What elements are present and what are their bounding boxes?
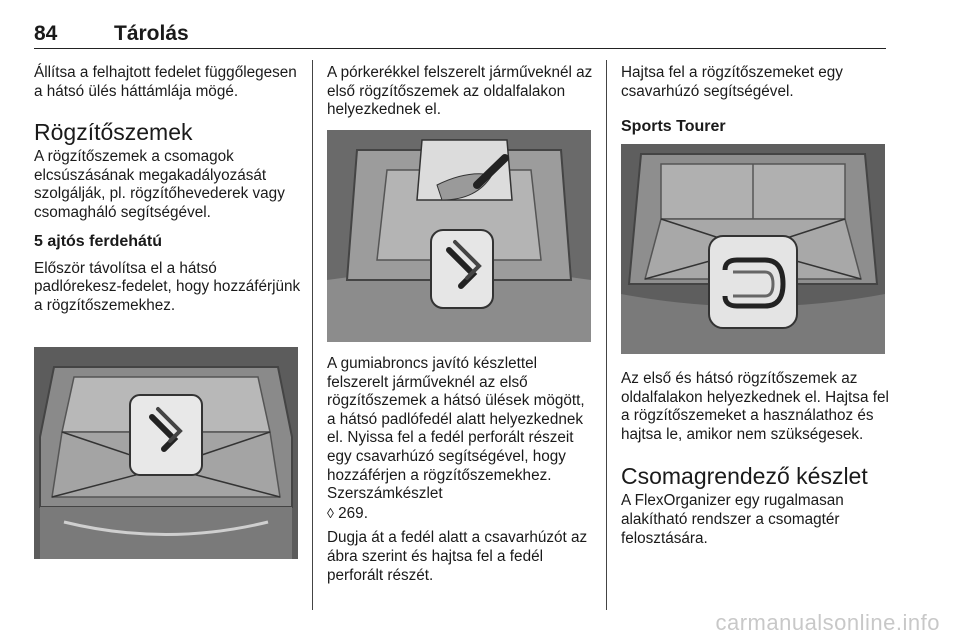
paragraph: Hajtsa fel a rögzítőszemeket egy csavarhúzó segítségével. xyxy=(621,64,843,100)
paragraph: Dugja át a fedél alatt a csavarhúzót az ábra szerint és hajtsa fel a fedél perforált részét. xyxy=(327,529,588,584)
page-header xyxy=(34,22,886,49)
xref-arrow-icon: ◊ xyxy=(327,504,334,521)
page-number: 84 xyxy=(34,22,58,45)
xref-page: 269. xyxy=(338,504,368,522)
heading-organizer: Csomagrendező készlet xyxy=(621,463,868,490)
column-3-lower xyxy=(621,370,889,548)
heading-anchor-eyes: Rögzítőszemek xyxy=(34,119,193,146)
paragraph: A pórkerékkel felszerelt járműveknél az első rögzítőszemek az oldalfalakon helyezkednek el. xyxy=(327,64,593,119)
subheading-hatchback: 5 ajtós ferdehátú xyxy=(34,232,163,250)
paragraph: Először távolítsa el a hátsó padlórekesz-fedelet, hogy hozzáférjünk a rögzítőszemekhez. xyxy=(34,259,301,314)
column-2-lower xyxy=(327,355,595,585)
paragraph: A FlexOrganizer egy rugalmasan alakítható rendszer a csomagtér felosztására. xyxy=(621,492,844,547)
paragraph: Állítsa a felhajtott fedelet függőlegesen a hátsó ülés háttámlája mögé. xyxy=(34,64,297,100)
column-divider xyxy=(606,60,607,610)
paragraph: A gumiabroncs javító készlettel felszerelt járműveknél az első rögzítőszemek a hátsó ülések mögött, a hátsó padlófedél alatt helyezkednek el. Nyissa fel a fedél perforált részeit egy csavarhúzó segítségével, hogy hozzáférjen a rögzítőszemekhez. Szerszámkészlet ◊ 269. xyxy=(327,355,585,522)
subheading-sports-tourer: Sports Tourer xyxy=(621,118,726,136)
column-divider xyxy=(312,60,313,610)
section-title: Tárolás xyxy=(114,22,189,45)
paragraph: Az első és hátsó rögzítőszemek az oldalfalakon helyezkednek el. Hajtsa fel a rögzítőszemeket a használathoz és hajtsa le, amikor nem szükségesek. xyxy=(621,370,889,443)
column-2 xyxy=(327,64,595,120)
watermark: carmanualsonline.info xyxy=(715,610,940,635)
paragraph: A rögzítőszemek a csomagok elcsúszásának megakadályozását szolgálják, pl. rögzítőhevederek vagy csomagháló segítségével. xyxy=(34,148,285,221)
figure-hatchback-anchor xyxy=(34,347,298,559)
column-1 xyxy=(34,64,302,315)
column-3 xyxy=(621,64,889,137)
figure-spare-wheel-anchor xyxy=(327,130,591,342)
figure-tourer-anchor xyxy=(621,144,885,354)
